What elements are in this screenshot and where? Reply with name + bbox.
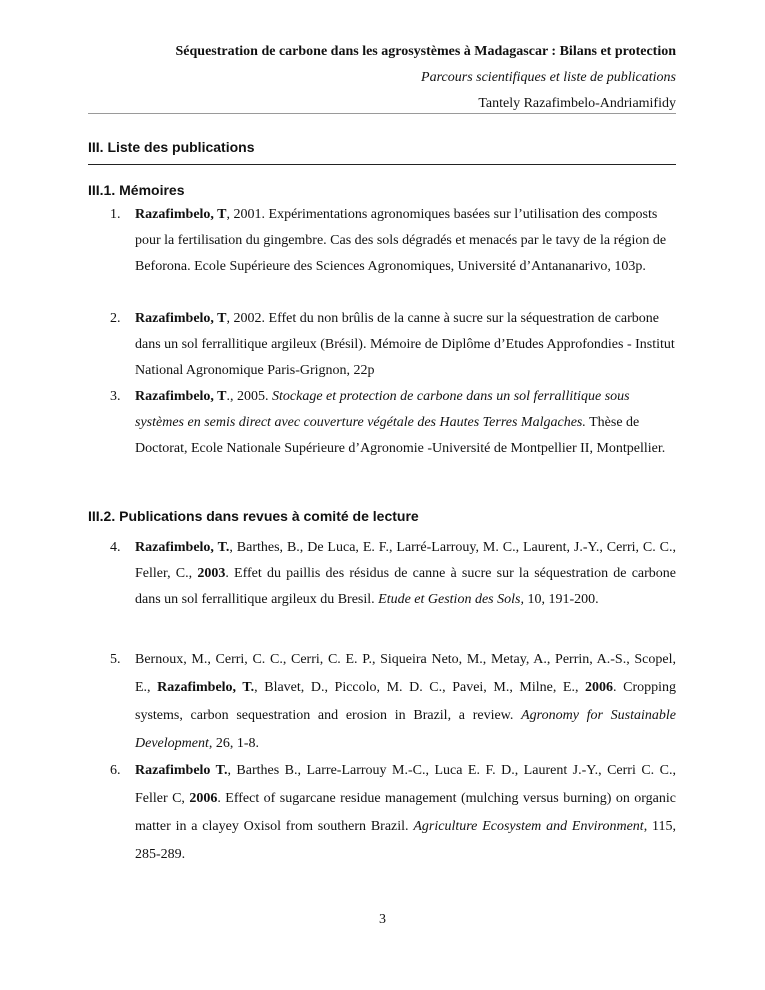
- item-reference: , 26, 1-8.: [208, 736, 260, 751]
- item-details: Thèse de Doctorat, Ecole Nationale Supérieure d’Agronomie -Université de Montpellier II, Montpellier.: [135, 415, 666, 456]
- item-year: ., 2005.: [226, 389, 273, 404]
- page-number: 3: [379, 912, 386, 927]
- running-header-author: Tantely Razafimbelo-Andriamifidy: [478, 96, 676, 111]
- item-author: Razafimbelo, T: [135, 207, 227, 222]
- item-text: [135, 202, 676, 280]
- item-author: Razafimbelo, T: [135, 311, 227, 326]
- item-text: [135, 535, 676, 613]
- item-coauthors: , Blavet, D., Piccolo, M. D. C., Pavei, M., Milne, E.,: [254, 680, 586, 695]
- running-header-subtitle: Parcours scientifiques et liste de publications: [421, 70, 676, 85]
- item-details: , 2002. Effet du non brûlis de la canne à sucre sur la séquestration de carbone dans un sol ferrallitique argileux (Brésil). Mémoire de Diplôme d’Etudes Approfondies - Institut National Agronomique Paris-Grignon, 22p: [135, 311, 675, 378]
- section-title: III. Liste des publications: [88, 139, 255, 155]
- item-reference: 10, 191-200.: [523, 592, 599, 607]
- item-author: Razafimbelo T.: [135, 763, 228, 778]
- item-text: [135, 306, 676, 384]
- header-divider: [88, 113, 676, 114]
- item-author: Razafimbelo, T.: [135, 540, 230, 555]
- item-text: [135, 646, 676, 758]
- item-year: 2003: [197, 566, 226, 581]
- item-text: [135, 384, 676, 462]
- item-journal: Etude et Gestion des Sols,: [378, 592, 524, 607]
- item-number: 2.: [110, 311, 121, 326]
- running-header-title: Séquestration de carbone dans les agrosystèmes à Madagascar : Bilans et protection: [175, 44, 676, 59]
- subsection-title-revues: III.2. Publications dans revues à comité de lecture: [88, 508, 419, 524]
- subsection-title-memoires: III.1. Mémoires: [88, 182, 185, 198]
- item-journal: Agronomy for Sustainable Development: [135, 708, 677, 751]
- item-number: 6.: [110, 763, 121, 778]
- item-number: 3.: [110, 389, 121, 404]
- item-coauthors: , Barthes B., Larre-Larrouy M.-C., Luca E. F. D., Laurent J.-Y., Cerri C. C., Feller C,: [135, 763, 676, 806]
- item-reference: , 115, 285-289.: [135, 819, 676, 862]
- item-number: 5.: [110, 652, 121, 667]
- item-author: Razafimbelo, T.: [157, 680, 255, 695]
- item-thesis-title: Stockage et protection de carbone dans un sol ferrallitique sous systèmes en semis direct avec couverture végétale des Hautes Terres Malgaches.: [135, 389, 630, 430]
- item-details: , 2001. Expérimentations agronomiques basées sur l’utilisation des composts pour la fertilisation du gingembre. Cas des sols dégradés et menacés par le tavy de la région de Beforona. Ecole Supérieure des Sciences Agronomiques, Université d’Antananarivo, 103p.: [135, 207, 667, 274]
- item-year: 2006: [585, 680, 614, 695]
- item-year: 2006: [189, 791, 218, 806]
- item-preceding-authors: Bernoux, M., Cerri, C. C., Cerri, C. E. P., Siqueira Neto, M., Metay, A., Perrin, A.-S., Scopel, E.,: [135, 652, 676, 695]
- section-divider: [88, 164, 676, 165]
- item-title: . Cropping systems, carbon sequestration and erosion in Brazil, a review.: [135, 680, 676, 723]
- item-title: . Effect of sugarcane residue management (mulching versus burning) on organic matter in a clayey Oxisol from southern Brazil.: [135, 791, 677, 834]
- item-number: 1.: [110, 207, 121, 222]
- item-title: . Effet du paillis des résidus de canne à sucre sur la séquestration de carbone dans un sol ferrallitique argileux du Bresil.: [135, 566, 677, 607]
- item-journal: Agriculture Ecosystem and Environment: [413, 819, 644, 834]
- item-number: 4.: [110, 540, 121, 555]
- item-author: Razafimbelo, T: [135, 389, 227, 404]
- item-text: [135, 757, 676, 869]
- item-coauthors: , Barthes, B., De Luca, E. F., Larré-Larrouy, M. C., Laurent, J.-Y., Cerri, C. C., Feller, C.,: [135, 540, 676, 581]
